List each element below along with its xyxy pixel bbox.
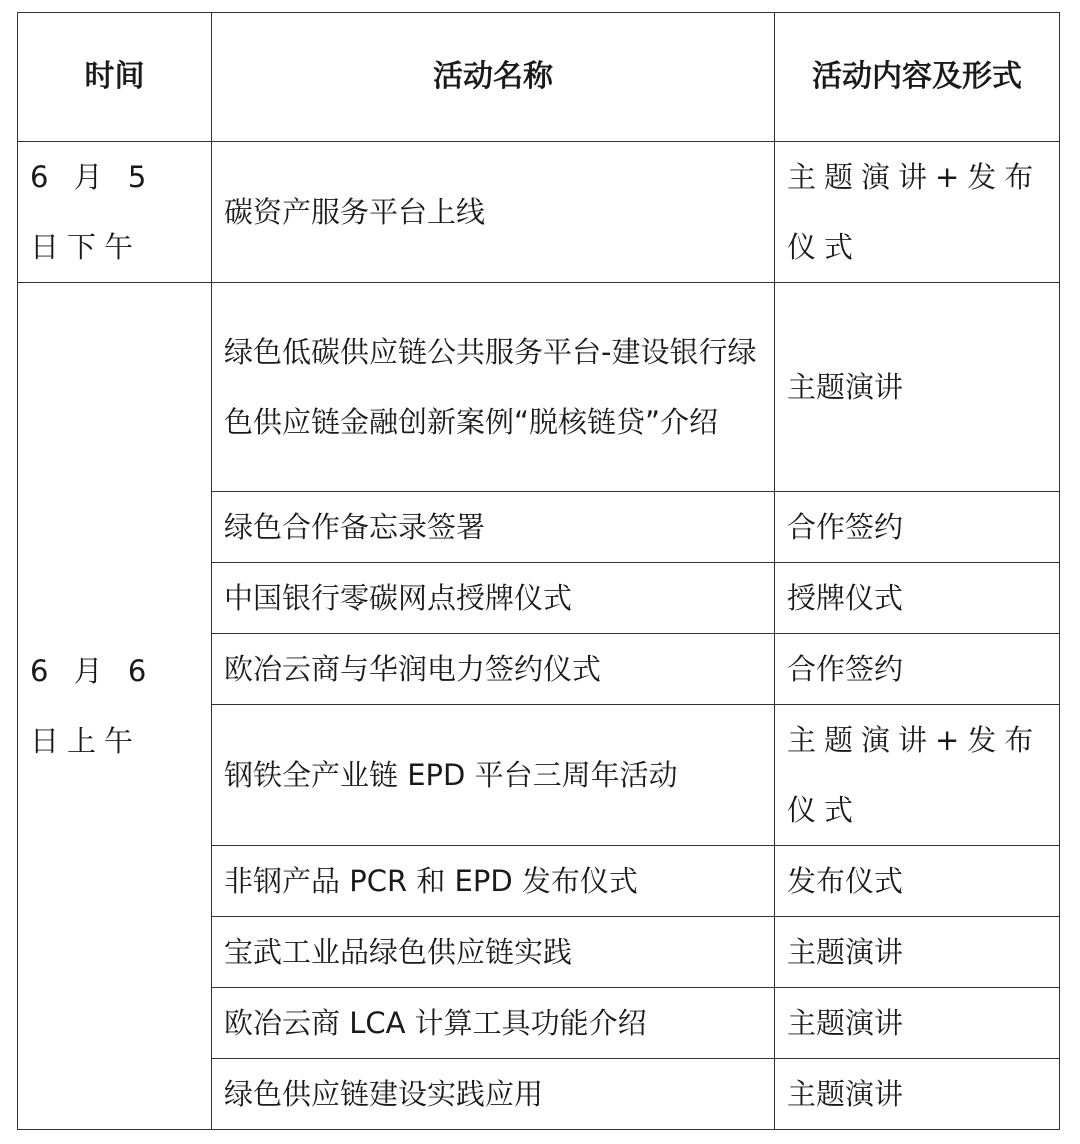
activity-form-cell: 主题演讲: [775, 1059, 1060, 1130]
activity-form-cell: 授牌仪式: [775, 563, 1060, 634]
activity-form-cell: 主题演讲+发布仪式: [775, 705, 1060, 846]
activity-name-cell: 碳资产服务平台上线: [212, 142, 775, 283]
time-cell: 6 月 5 日下午: [18, 142, 212, 283]
header-activity-name: 活动名称: [212, 13, 775, 142]
activity-form-cell: 合作签约: [775, 492, 1060, 563]
header-activity-form: 活动内容及形式: [775, 13, 1060, 142]
activity-name-cell: 绿色低碳供应链公共服务平台-建设银行绿色供应链金融创新案例“脱核链贷”介绍: [212, 283, 775, 492]
activity-name-cell: 钢铁全产业链 EPD 平台三周年活动: [212, 705, 775, 846]
header-time: 时间: [18, 13, 212, 142]
time-cell: 6 月 6 日上午: [18, 283, 212, 1130]
activity-name-cell: 绿色合作备忘录签署: [212, 492, 775, 563]
activity-name-cell: 绿色供应链建设实践应用: [212, 1059, 775, 1130]
activity-name-cell: 宝武工业品绿色供应链实践: [212, 917, 775, 988]
activity-form-cell: 发布仪式: [775, 846, 1060, 917]
activity-form-cell: 主题演讲: [775, 917, 1060, 988]
activity-name-cell: 欧冶云商与华润电力签约仪式: [212, 634, 775, 705]
activity-name-cell: 非钢产品 PCR 和 EPD 发布仪式: [212, 846, 775, 917]
activity-name-cell: 欧冶云商 LCA 计算工具功能介绍: [212, 988, 775, 1059]
activity-form-cell: 主题演讲: [775, 283, 1060, 492]
activity-schedule-table: [17, 12, 1060, 1130]
table-row: [18, 283, 1060, 492]
activity-form-cell: 主题演讲+发布仪式: [775, 142, 1060, 283]
activity-form-cell: 合作签约: [775, 634, 1060, 705]
activity-form-cell: 主题演讲: [775, 988, 1060, 1059]
table-row: [18, 142, 1060, 283]
activity-name-cell: 中国银行零碳网点授牌仪式: [212, 563, 775, 634]
table-header-row: [18, 13, 1060, 142]
